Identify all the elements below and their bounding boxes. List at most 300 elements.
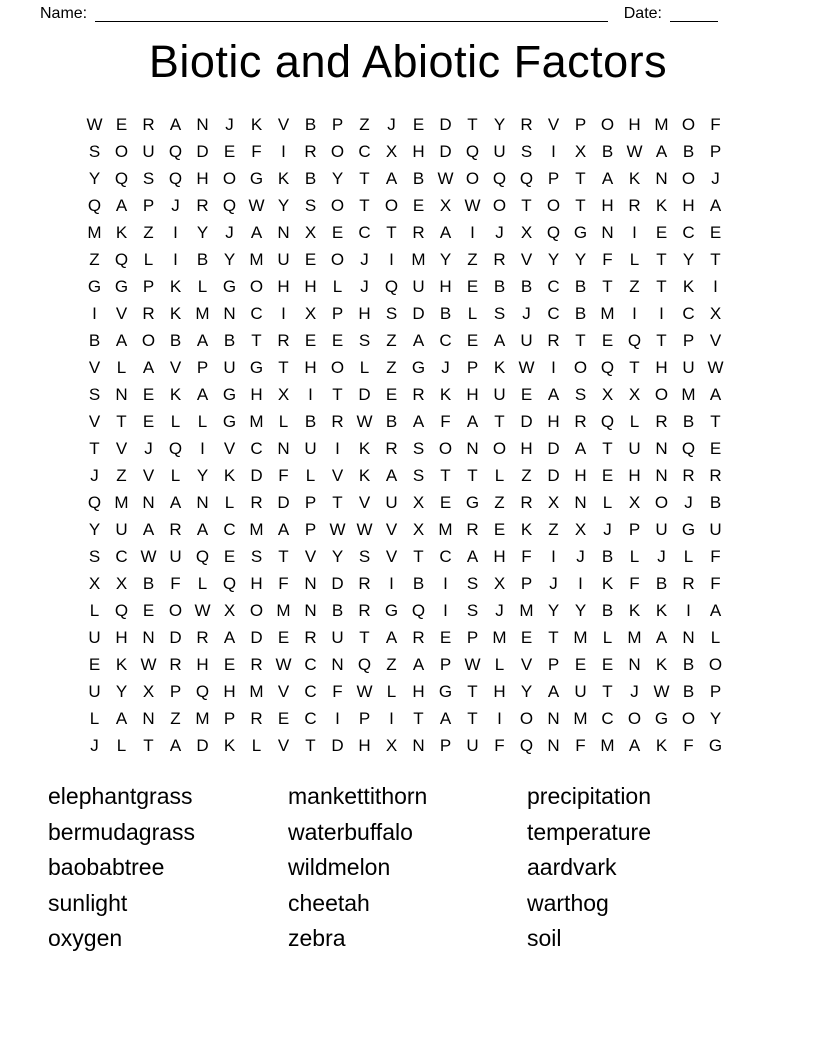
- grid-letter: J: [90, 465, 99, 485]
- grid-letter: W: [275, 654, 292, 674]
- grid-letter: L: [116, 735, 127, 755]
- grid-letter: X: [628, 492, 641, 512]
- word-list-item: temperature: [527, 818, 652, 845]
- grid-letter: C: [250, 303, 263, 323]
- grid-letter: U: [169, 546, 182, 566]
- word-list-item: sunlight: [48, 889, 128, 916]
- grid-letter: N: [277, 438, 290, 458]
- grid-letter: Q: [546, 222, 561, 242]
- grid-letter: O: [222, 168, 237, 188]
- grid-letter: I: [470, 222, 475, 242]
- grid-letter: L: [629, 546, 640, 566]
- grid-letter: Y: [574, 600, 587, 620]
- grid-letter: J: [225, 222, 234, 242]
- grid-letter: K: [655, 195, 668, 215]
- grid-letter: I: [173, 249, 178, 269]
- grid-letter: A: [655, 141, 668, 161]
- grid-letter: U: [88, 681, 101, 701]
- grid-letter: M: [249, 249, 264, 269]
- grid-letter: K: [169, 303, 182, 323]
- grid-letter: O: [330, 195, 345, 215]
- grid-letter: K: [223, 735, 236, 755]
- grid-letter: W: [356, 519, 373, 539]
- grid-letter: T: [710, 249, 721, 269]
- grid-letter: T: [467, 114, 478, 134]
- grid-letter: T: [359, 168, 370, 188]
- grid-letter: H: [412, 141, 425, 161]
- grid-letter: B: [574, 276, 587, 296]
- grid-letter: C: [439, 546, 452, 566]
- grid-letter: Q: [87, 195, 102, 215]
- grid-letter: Z: [386, 357, 397, 377]
- grid-letter: M: [114, 492, 129, 512]
- grid-letter: R: [709, 465, 722, 485]
- grid-letter: X: [601, 384, 614, 404]
- grid-letter: X: [574, 141, 587, 161]
- grid-letter: E: [88, 654, 101, 674]
- grid-letter: O: [141, 330, 156, 350]
- grid-letter: I: [389, 573, 394, 593]
- grid-letter: W: [437, 168, 454, 188]
- grid-letter: M: [627, 627, 642, 647]
- grid-letter: J: [495, 600, 504, 620]
- grid-letter: T: [602, 276, 613, 296]
- grid-letter: R: [574, 411, 587, 431]
- grid-letter: I: [281, 303, 286, 323]
- grid-letter: E: [466, 330, 479, 350]
- grid-letter: N: [223, 303, 236, 323]
- grid-letter: E: [601, 330, 614, 350]
- grid-letter: J: [522, 303, 531, 323]
- grid-letter: A: [547, 384, 560, 404]
- grid-letter: V: [142, 465, 155, 485]
- grid-letter: L: [602, 492, 613, 512]
- grid-letter: F: [683, 735, 694, 755]
- grid-letter: R: [196, 195, 209, 215]
- grid-letter: V: [277, 735, 290, 755]
- grid-letter: Q: [600, 357, 615, 377]
- grid-letter: B: [655, 573, 668, 593]
- grid-letter: U: [385, 492, 398, 512]
- grid-letter: X: [574, 519, 587, 539]
- word-list-item: precipitation: [527, 783, 652, 809]
- grid-letter: D: [250, 465, 263, 485]
- grid-letter: U: [574, 681, 587, 701]
- grid-letter: A: [709, 600, 722, 620]
- grid-letter: U: [412, 276, 425, 296]
- grid-letter: M: [249, 681, 264, 701]
- grid-letter: B: [385, 411, 398, 431]
- grid-letter: C: [358, 141, 371, 161]
- grid-letter: P: [142, 276, 155, 296]
- grid-letter: T: [332, 492, 343, 512]
- grid-letter: V: [115, 438, 128, 458]
- grid-letter: H: [196, 168, 209, 188]
- grid-letter: V: [304, 546, 317, 566]
- grid-letter: I: [173, 222, 178, 242]
- grid-letter: E: [493, 519, 506, 539]
- grid-letter: P: [439, 654, 452, 674]
- grid-letter: O: [492, 438, 507, 458]
- grid-letter: R: [547, 330, 560, 350]
- grid-letter: Q: [519, 168, 534, 188]
- grid-letter: Q: [195, 546, 210, 566]
- grid-letter: J: [657, 546, 666, 566]
- grid-letter: X: [628, 384, 641, 404]
- grid-letter: I: [389, 249, 394, 269]
- grid-letter: Z: [386, 654, 397, 674]
- grid-letter: B: [439, 303, 452, 323]
- grid-letter: S: [412, 438, 425, 458]
- grid-letter: K: [358, 438, 371, 458]
- grid-letter: A: [601, 168, 614, 188]
- grid-letter: M: [492, 627, 507, 647]
- grid-letter: W: [140, 546, 157, 566]
- grid-letter: T: [548, 627, 559, 647]
- grid-letter: K: [655, 654, 668, 674]
- grid-letter: Y: [439, 249, 452, 269]
- grid-letter: M: [573, 627, 588, 647]
- grid-letter: B: [601, 141, 614, 161]
- grid-letter: D: [196, 735, 209, 755]
- grid-letter: R: [358, 600, 371, 620]
- grid-letter: R: [142, 114, 155, 134]
- grid-letter: Y: [196, 222, 209, 242]
- grid-letter: J: [549, 573, 558, 593]
- grid-letter: O: [681, 114, 696, 134]
- grid-letter: Y: [547, 249, 560, 269]
- grid-letter: Y: [277, 195, 290, 215]
- grid-letter: N: [196, 492, 209, 512]
- grid-letter: A: [439, 708, 452, 728]
- word-list-item: zebra: [288, 925, 346, 951]
- grid-letter: U: [709, 519, 722, 539]
- grid-letter: T: [440, 465, 451, 485]
- grid-letter: R: [493, 249, 506, 269]
- grid-letter: R: [412, 384, 425, 404]
- grid-letter: P: [628, 519, 641, 539]
- grid-letter: F: [278, 465, 289, 485]
- grid-letter: U: [520, 330, 533, 350]
- grid-letter: T: [575, 195, 586, 215]
- grid-letter: I: [308, 384, 313, 404]
- grid-letter: G: [708, 735, 723, 755]
- grid-letter: B: [520, 276, 533, 296]
- grid-letter: Q: [681, 438, 696, 458]
- grid-letter: I: [92, 303, 97, 323]
- grid-letter: V: [547, 114, 560, 134]
- grid-letter: L: [494, 465, 505, 485]
- grid-letter: S: [88, 384, 101, 404]
- grid-letter: Q: [411, 600, 426, 620]
- grid-letter: B: [304, 114, 317, 134]
- grid-letter: P: [682, 330, 695, 350]
- grid-letter: E: [520, 384, 533, 404]
- grid-letter: L: [143, 249, 154, 269]
- grid-letter: R: [304, 627, 317, 647]
- grid-letter: A: [142, 357, 155, 377]
- grid-letter: T: [656, 276, 667, 296]
- grid-letter: A: [385, 168, 398, 188]
- grid-letter: I: [551, 141, 556, 161]
- grid-letter: D: [520, 411, 533, 431]
- grid-letter: O: [573, 357, 588, 377]
- grid-letter: D: [250, 627, 263, 647]
- grid-letter: O: [654, 384, 669, 404]
- grid-letter: B: [88, 330, 101, 350]
- grid-letter: E: [277, 708, 290, 728]
- grid-letter: Y: [520, 681, 533, 701]
- grid-letter: G: [249, 168, 264, 188]
- grid-letter: O: [546, 195, 561, 215]
- grid-letter: S: [88, 141, 101, 161]
- grid-letter: B: [331, 600, 344, 620]
- grid-letter: N: [331, 654, 344, 674]
- grid-letter: T: [467, 708, 478, 728]
- grid-letter: M: [654, 114, 669, 134]
- grid-letter: A: [412, 411, 425, 431]
- grid-letter: O: [168, 600, 183, 620]
- grid-letter: O: [600, 114, 615, 134]
- grid-letter: Q: [627, 330, 642, 350]
- grid-letter: B: [601, 546, 614, 566]
- grid-letter: M: [276, 600, 291, 620]
- grid-letter: A: [385, 465, 398, 485]
- grid-letter: I: [578, 573, 583, 593]
- grid-letter: O: [519, 708, 534, 728]
- grid-letter: F: [251, 141, 262, 161]
- grid-letter: H: [601, 195, 614, 215]
- grid-letter: O: [465, 168, 480, 188]
- grid-letter: F: [494, 735, 505, 755]
- grid-letter: R: [412, 222, 425, 242]
- grid-letter: I: [659, 303, 664, 323]
- grid-letter: Q: [357, 654, 372, 674]
- grid-letter: T: [116, 411, 127, 431]
- grid-letter: G: [249, 357, 264, 377]
- grid-letter: Q: [222, 195, 237, 215]
- grid-letter: Y: [88, 168, 101, 188]
- grid-letter: A: [115, 195, 128, 215]
- grid-letter: E: [709, 222, 722, 242]
- grid-letter: K: [493, 357, 506, 377]
- grid-letter: Z: [629, 276, 640, 296]
- grid-letter: N: [574, 492, 587, 512]
- grid-letter: Y: [709, 708, 722, 728]
- grid-letter: C: [601, 708, 614, 728]
- grid-letter: B: [142, 573, 155, 593]
- grid-letter: H: [115, 627, 128, 647]
- grid-letter: B: [304, 168, 317, 188]
- grid-letter: S: [304, 195, 317, 215]
- grid-letter: I: [389, 708, 394, 728]
- grid-letter: L: [602, 627, 613, 647]
- grid-letter: U: [142, 141, 155, 161]
- grid-letter: G: [681, 519, 696, 539]
- grid-letter: H: [682, 195, 695, 215]
- word-list-item: elephantgrass: [48, 783, 193, 809]
- grid-letter: H: [223, 681, 236, 701]
- grid-letter: A: [466, 411, 479, 431]
- grid-letter: T: [629, 357, 640, 377]
- grid-letter: F: [332, 681, 343, 701]
- grid-letter: E: [655, 222, 668, 242]
- grid-letter: O: [681, 708, 696, 728]
- grid-letter: A: [115, 330, 128, 350]
- grid-letter: V: [88, 411, 101, 431]
- grid-letter: L: [224, 492, 235, 512]
- grid-letter: I: [443, 600, 448, 620]
- grid-letter: R: [655, 411, 668, 431]
- grid-letter: X: [304, 222, 317, 242]
- grid-letter: A: [169, 735, 182, 755]
- word-list-item: cheetah: [288, 889, 370, 916]
- grid-letter: G: [573, 222, 588, 242]
- grid-letter: Q: [114, 600, 129, 620]
- grid-letter: W: [140, 654, 157, 674]
- grid-letter: P: [304, 519, 317, 539]
- grid-letter: J: [576, 546, 585, 566]
- grid-letter: X: [547, 492, 560, 512]
- grid-letter: Q: [87, 492, 102, 512]
- grid-letter: A: [142, 519, 155, 539]
- grid-letter: L: [386, 681, 397, 701]
- grid-letter: F: [170, 573, 181, 593]
- grid-letter: E: [223, 546, 236, 566]
- grid-letter: J: [711, 168, 720, 188]
- grid-letter: J: [90, 735, 99, 755]
- grid-letter: A: [655, 627, 668, 647]
- grid-letter: K: [601, 573, 614, 593]
- grid-letter: U: [493, 384, 506, 404]
- word-search-grid: [81, 111, 729, 759]
- grid-letter: E: [304, 249, 317, 269]
- grid-letter: O: [492, 195, 507, 215]
- grid-letter: L: [197, 411, 208, 431]
- grid-letter: T: [467, 465, 478, 485]
- grid-letter: X: [385, 141, 398, 161]
- grid-letter: W: [194, 600, 211, 620]
- grid-letter: L: [170, 465, 181, 485]
- grid-letter: Z: [116, 465, 127, 485]
- grid-letter: F: [629, 573, 640, 593]
- grid-letter: J: [441, 357, 450, 377]
- grid-letter: V: [277, 681, 290, 701]
- grid-letter: I: [686, 600, 691, 620]
- grid-letter: Q: [168, 141, 183, 161]
- grid-letter: L: [629, 411, 640, 431]
- grid-letter: M: [195, 303, 210, 323]
- grid-letter: E: [142, 384, 155, 404]
- grid-letter: V: [385, 519, 398, 539]
- grid-letter: T: [278, 357, 289, 377]
- grid-letter: K: [169, 276, 182, 296]
- grid-letter: P: [331, 114, 344, 134]
- grid-letter: U: [655, 519, 668, 539]
- grid-letter: X: [304, 303, 317, 323]
- grid-letter: N: [655, 168, 668, 188]
- grid-letter: S: [493, 303, 506, 323]
- grid-letter: F: [440, 411, 451, 431]
- grid-letter: X: [142, 681, 155, 701]
- grid-letter: K: [655, 735, 668, 755]
- grid-letter: Q: [222, 573, 237, 593]
- grid-letter: T: [494, 411, 505, 431]
- grid-letter: I: [497, 708, 502, 728]
- grid-letter: Y: [547, 600, 560, 620]
- grid-letter: O: [330, 141, 345, 161]
- grid-letter: N: [547, 708, 560, 728]
- grid-letter: D: [331, 735, 344, 755]
- grid-letter: N: [547, 735, 560, 755]
- grid-letter: O: [249, 600, 264, 620]
- word-list-column-2: [288, 779, 427, 957]
- grid-letter: P: [709, 141, 722, 161]
- grid-letter: V: [223, 438, 236, 458]
- grid-letter: L: [359, 357, 370, 377]
- date-blank-line: [670, 5, 718, 22]
- grid-letter: T: [710, 411, 721, 431]
- grid-letter: N: [655, 438, 668, 458]
- grid-letter: W: [707, 357, 724, 377]
- grid-letter: K: [628, 168, 641, 188]
- grid-letter: J: [684, 492, 693, 512]
- grid-letter: L: [278, 411, 289, 431]
- grid-letter: B: [682, 141, 695, 161]
- grid-letter: R: [277, 330, 290, 350]
- grid-letter: L: [305, 465, 316, 485]
- grid-letter: D: [439, 114, 452, 134]
- grid-letter: Z: [170, 708, 181, 728]
- grid-letter: O: [249, 276, 264, 296]
- grid-letter: W: [356, 681, 373, 701]
- grid-letter: E: [331, 222, 344, 242]
- grid-letter: D: [277, 492, 290, 512]
- grid-letter: E: [439, 627, 452, 647]
- grid-letter: T: [359, 627, 370, 647]
- grid-letter: C: [250, 438, 263, 458]
- grid-letter: A: [196, 519, 209, 539]
- word-list-item: waterbuffalo: [288, 818, 413, 845]
- grid-letter: R: [196, 627, 209, 647]
- grid-letter: O: [708, 654, 723, 674]
- grid-letter: A: [115, 708, 128, 728]
- grid-letter: C: [547, 303, 560, 323]
- word-list-item: oxygen: [48, 925, 123, 951]
- grid-letter: A: [574, 438, 587, 458]
- grid-letter: B: [574, 303, 587, 323]
- grid-letter: M: [600, 303, 615, 323]
- grid-letter: R: [520, 114, 533, 134]
- grid-letter: U: [304, 438, 317, 458]
- grid-letter: B: [223, 330, 236, 350]
- grid-letter: L: [629, 249, 640, 269]
- grid-letter: B: [601, 600, 614, 620]
- grid-letter: H: [547, 411, 560, 431]
- word-list-item: mankettithorn: [288, 783, 428, 809]
- grid-letter: X: [223, 600, 236, 620]
- grid-letter: J: [171, 195, 180, 215]
- word-list-item: aardvark: [527, 854, 617, 880]
- grid-letter: H: [250, 384, 263, 404]
- grid-letter: R: [304, 141, 317, 161]
- grid-letter: K: [169, 384, 182, 404]
- grid-letter: U: [88, 627, 101, 647]
- grid-letter: A: [466, 546, 479, 566]
- grid-letter: H: [196, 654, 209, 674]
- grid-letter: T: [602, 438, 613, 458]
- word-list-column-1: [48, 779, 195, 957]
